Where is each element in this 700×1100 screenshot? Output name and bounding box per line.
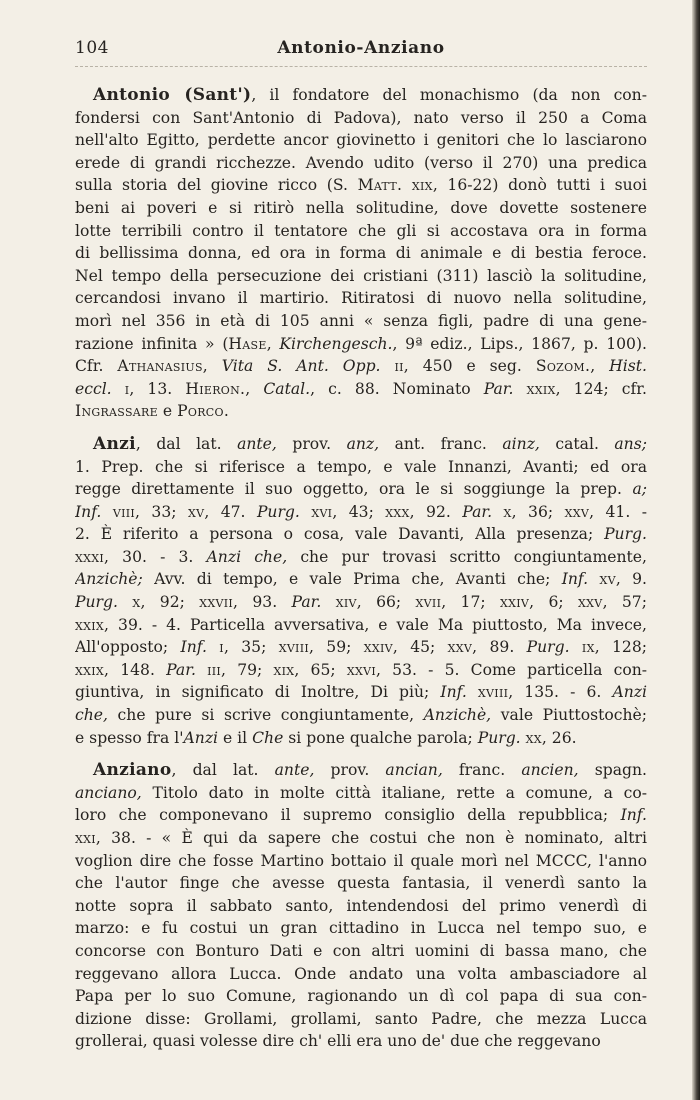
text-segment: nell'alto Egitto, perdette ancor giovinetto i genitori che lo lasciarono <box>75 131 647 150</box>
text-segment: Papa per lo suo Comune, ragionando un dì col papa di sua con- <box>75 987 647 1006</box>
italic-text: Inf. <box>620 806 647 825</box>
running-head: Antonio-Anziano <box>277 38 445 58</box>
italic-text: Inf. <box>561 570 589 589</box>
text-segment: Cfr. <box>75 357 118 376</box>
italic-text: eccl. <box>75 379 112 398</box>
text-segment: , 9. <box>615 570 647 589</box>
page-number: 104 <box>75 38 109 58</box>
entry-headword: Anziano <box>93 760 172 781</box>
text-line <box>75 378 647 401</box>
text-segment: , 47. <box>204 502 257 521</box>
text-segment: beni ai poveri e si ritirò nella solitudine, dove dovette sostenere <box>75 198 647 217</box>
text-segment: e il <box>218 728 253 747</box>
text-segment: , 33; <box>135 502 188 521</box>
text-segment: , 6; <box>529 593 579 612</box>
text-segment: , 92; <box>140 593 200 612</box>
small-caps-text: Hase <box>228 334 267 353</box>
text-line <box>75 963 647 986</box>
text-segment: che l'autor finge che avesse questa fantasia, il venerdì santo la <box>75 874 647 893</box>
small-caps-text: xiv <box>335 593 357 612</box>
header-rule <box>75 66 647 67</box>
italic-text: Anzichè, <box>423 706 492 725</box>
text-segment: voglion dire che fosse Martino bottaio il quale morì nel MCCC, l'anno <box>75 851 647 870</box>
small-caps-text: xxxi <box>75 547 105 566</box>
italic-text: Purg. <box>256 502 300 521</box>
text-segment <box>321 593 335 611</box>
text-segment: , 16-22) donò tutti i suoi <box>432 176 647 195</box>
book-spine-shadow <box>692 0 700 1100</box>
italic-text: Par. <box>483 379 514 398</box>
text-segment: , 39. - 4. Particella avversativa, e vale Ma piuttosto, Ma invece, <box>104 615 647 634</box>
text-line <box>75 895 647 918</box>
small-caps-text: xvii <box>415 593 442 612</box>
text-segment: , 57; <box>602 593 647 612</box>
small-caps-text: xxx <box>385 502 410 521</box>
text-segment <box>196 661 207 679</box>
italic-text: Catal. <box>263 379 311 398</box>
page-header <box>75 38 647 68</box>
text-segment: di bellissima donna, ed ora in forma di animale e di bestia feroce. <box>75 244 647 263</box>
text-line <box>75 400 647 423</box>
small-caps-text: xxix <box>75 615 105 634</box>
italic-text: ancian, <box>385 761 443 780</box>
text-segment: e <box>157 402 178 421</box>
text-segment: , dal lat. <box>135 434 238 453</box>
text-line <box>75 546 647 569</box>
dictionary-body <box>75 84 647 1063</box>
text-segment: fondersi con Sant'Antonio di Padova), nato verso il 250 a Coma <box>75 108 647 127</box>
text-segment: , c. 88. Nominato <box>310 379 484 398</box>
italic-text: Par. <box>291 593 322 612</box>
text-segment: concorse con Bonturo Dati e con altri uomini di bassa mano, che <box>75 941 647 960</box>
text-line <box>75 804 647 827</box>
text-line <box>75 265 647 288</box>
italic-text: ans; <box>614 434 647 453</box>
italic-text: Che <box>252 728 284 747</box>
italic-text: Vita S. Ant. Opp. <box>221 357 381 376</box>
small-caps-text: xxvi <box>346 660 376 679</box>
small-caps-text: xviii <box>278 638 309 657</box>
text-line <box>75 782 647 805</box>
italic-text: ante, <box>274 761 315 780</box>
text-segment <box>118 593 132 611</box>
small-caps-text: xxix <box>75 660 105 679</box>
text-segment: spagn. <box>578 761 647 780</box>
small-caps-text: xxv <box>564 502 590 521</box>
italic-text: ante, <box>237 434 277 453</box>
small-caps-text: viii <box>112 502 136 521</box>
text-line <box>75 523 647 546</box>
small-caps-text: xxiv <box>500 593 530 612</box>
text-segment: , 66; <box>356 593 416 612</box>
small-caps-text: Sozom. <box>535 357 591 376</box>
text-segment: , 65; <box>294 660 347 679</box>
small-caps-text: i <box>219 638 224 657</box>
text-segment <box>101 503 112 521</box>
text-segment: 2. È riferito a persona o cosa, vale Davanti, Alla presenza; <box>75 525 605 544</box>
text-segment: , 450 e seg. <box>403 357 536 376</box>
italic-text: Inf. <box>75 502 102 521</box>
italic-text: anciano, <box>75 783 142 802</box>
italic-text: Par. <box>462 502 493 521</box>
text-segment: Avv. di tempo, e vale Prima che, Avanti che; <box>142 570 562 589</box>
italic-text: ainz, <box>502 434 540 453</box>
text-line <box>75 659 647 682</box>
italic-text: Purg. <box>477 728 521 747</box>
text-segment: notte sopra il sabbato santo, intendendosi del primo venerdì di <box>75 896 647 915</box>
text-line <box>75 333 647 356</box>
text-segment: che pure si scrive congiuntamente, <box>107 706 424 725</box>
small-caps-text: Hieron. <box>185 379 246 398</box>
italic-text: anz, <box>346 434 380 453</box>
small-caps-text: xxv <box>578 593 603 612</box>
text-segment: , 124; cfr. <box>555 379 647 398</box>
small-caps-text: ix <box>581 638 595 657</box>
text-line <box>75 827 647 850</box>
text-segment: , 17; <box>441 593 501 612</box>
italic-text: Purg. <box>526 638 570 657</box>
small-caps-text: Ingrassare <box>75 402 158 421</box>
text-line <box>75 501 647 524</box>
italic-text: ancien, <box>521 761 579 780</box>
italic-text: Anzi <box>183 728 219 747</box>
text-segment: . <box>223 402 229 421</box>
text-line <box>75 614 647 637</box>
italic-text: Anzi <box>612 683 647 702</box>
italic-text: che, <box>75 706 108 725</box>
text-line <box>75 287 647 310</box>
text-segment: ant. franc. <box>379 434 503 453</box>
italic-text: Inf. <box>180 638 207 657</box>
text-segment: All'opposto; <box>75 638 181 657</box>
text-segment: franc. <box>442 761 522 780</box>
small-caps-text: Matt. <box>357 176 403 195</box>
text-line <box>75 759 647 782</box>
text-segment: giuntiva, in significato di Inoltre, Di più; <box>75 683 441 702</box>
text-segment: , 41. - <box>589 502 647 521</box>
text-line <box>75 310 647 333</box>
text-line <box>75 242 647 265</box>
text-line <box>75 704 647 727</box>
text-segment: regge direttamente il suo oggetto, ora le si soggiunge la prep. <box>75 480 633 499</box>
text-segment: , 43; <box>332 502 386 521</box>
text-segment: , 148. <box>104 660 167 679</box>
text-line <box>75 727 647 750</box>
text-line <box>75 985 647 1008</box>
text-segment: marzo: e fu costui un gran cittadino in Lucca nel tempo suo, e <box>75 919 647 938</box>
text-line <box>75 568 647 591</box>
text-segment: reggevano allora Lucca. Onde andato una volta ambasciadore al <box>75 964 647 983</box>
text-segment: , 35; <box>223 638 279 657</box>
text-segment: , <box>245 379 264 398</box>
small-caps-text: xxiv <box>363 638 393 657</box>
small-caps-text: xxix <box>526 379 556 398</box>
text-line <box>75 107 647 130</box>
small-caps-text: ii <box>394 357 404 376</box>
italic-text: Purg. <box>75 593 118 612</box>
text-line <box>75 129 647 152</box>
text-segment <box>492 503 503 521</box>
text-line <box>75 940 647 963</box>
small-caps-text: xxi <box>75 829 96 847</box>
text-segment: lotte terribili contro il tentatore che gli si accostava ora in forma <box>75 221 647 240</box>
dictionary-entry <box>75 84 647 423</box>
small-caps-text: xxvii <box>199 593 234 612</box>
text-segment: Nel tempo della persecuzione dei cristiani (311) lasciò la solitudine, <box>75 266 647 285</box>
text-line <box>75 220 647 243</box>
text-line <box>75 355 647 378</box>
small-caps-text: xix <box>411 176 433 195</box>
small-caps-text: iii <box>207 660 222 679</box>
text-line <box>75 478 647 501</box>
text-segment <box>514 380 527 398</box>
text-segment: catal. <box>539 434 615 453</box>
text-line <box>75 1030 647 1053</box>
text-segment: , 13. <box>129 379 186 398</box>
text-line <box>75 456 647 479</box>
text-segment <box>381 357 395 375</box>
text-segment <box>207 638 219 656</box>
text-segment: , 92. <box>409 502 463 521</box>
italic-text: a; <box>632 480 647 499</box>
dictionary-entry <box>75 759 647 1053</box>
italic-text: Anzi che, <box>206 547 288 566</box>
text-segment: erede di grandi ricchezze. Avendo udito (verso il 270) una predica <box>75 153 647 172</box>
text-segment: , 93. <box>233 593 292 612</box>
text-segment: prov. <box>276 434 347 453</box>
text-segment: , 79; <box>221 660 274 679</box>
text-segment: , 26. <box>541 728 577 747</box>
text-segment: , dal lat. <box>171 761 275 780</box>
entry-headword: Antonio (Sant') <box>93 85 252 105</box>
text-segment: cercandosi invano il martirio. Ritiratosi di nuovo nella solitudine, <box>75 289 647 308</box>
small-caps-text: xv <box>187 502 205 521</box>
text-segment: si pone qualche parola; <box>283 728 478 747</box>
italic-text: Hist. <box>609 357 647 376</box>
text-line <box>75 174 647 197</box>
italic-text: Anzichè; <box>75 570 143 589</box>
text-segment: sulla storia del giovine ricco (S. <box>75 176 358 195</box>
text-segment: , 53. - 5. Come particella con- <box>376 660 647 679</box>
text-segment: che pur trovasi scritto congiuntamente, <box>287 547 647 566</box>
text-line <box>75 917 647 940</box>
dictionary-entry <box>75 433 647 749</box>
text-segment <box>570 638 582 656</box>
text-segment: loro che componevano il supremo consiglio della repubblica; <box>75 806 621 825</box>
text-segment: dizione disse: Grollami, grollami, santo Padre, che mezza Lucca <box>75 1009 647 1028</box>
text-segment: , 59; <box>309 638 364 657</box>
text-line <box>75 1008 647 1031</box>
small-caps-text: xxv <box>447 638 473 657</box>
text-line <box>75 197 647 220</box>
text-line <box>75 84 647 107</box>
text-segment <box>300 503 311 521</box>
small-caps-text: x <box>503 502 512 521</box>
text-segment: morì nel 356 in età di 105 anni « senza figli, padre di una gene- <box>75 311 647 330</box>
text-segment: , 30. - 3. <box>104 547 207 566</box>
text-segment: prov. <box>314 761 386 780</box>
italic-text: Par. <box>166 660 196 679</box>
small-caps-text: xvi <box>311 502 333 521</box>
text-segment: , 38. - « È qui da sapere che costui che non è nominato, altri <box>95 829 647 847</box>
text-segment: , 89. <box>472 638 527 657</box>
text-segment: razione infinita » ( <box>75 334 229 353</box>
italic-text: Purg. <box>604 525 647 544</box>
text-line <box>75 872 647 895</box>
text-line <box>75 152 647 175</box>
text-segment: , 45; <box>392 638 448 657</box>
text-segment: , <box>590 357 610 376</box>
text-segment: , 36; <box>511 502 565 521</box>
small-caps-text: xx <box>525 728 542 747</box>
text-segment: , <box>202 357 222 376</box>
text-segment: e spesso fra l' <box>75 728 184 747</box>
small-caps-text: xv <box>599 570 616 589</box>
text-line <box>75 850 647 873</box>
small-caps-text: xviii <box>477 683 509 702</box>
italic-text: Inf. <box>440 683 467 702</box>
text-line <box>75 681 647 704</box>
text-line <box>75 636 647 659</box>
text-segment: , 9ª ediz., Lips., 1867, p. 100). <box>392 334 647 353</box>
text-segment <box>588 570 599 588</box>
entry-headword: Anzi <box>93 433 136 454</box>
small-caps-text: Athanasius <box>117 357 203 376</box>
small-caps-text: Porco <box>177 402 224 421</box>
text-segment: , 128; <box>594 638 647 657</box>
text-segment: , il fondatore del monachismo (da non con- <box>251 86 647 104</box>
text-segment: grollerai, quasi volesse dire ch' elli era uno de' due che reggevano <box>75 1032 601 1051</box>
text-segment: 1. Prep. che si riferisce a tempo, e vale Innanzi, Avanti; ed ora <box>75 457 647 476</box>
text-segment: vale Piuttostochè; <box>491 706 647 725</box>
small-caps-text: i <box>124 379 130 398</box>
small-caps-text: xix <box>273 660 295 679</box>
text-segment: Titolo dato in molte città italiane, rette a comune, a co- <box>141 783 647 802</box>
text-segment: , <box>266 334 280 353</box>
text-segment <box>112 380 125 398</box>
text-segment <box>467 683 478 701</box>
text-line <box>75 591 647 614</box>
text-segment: , 135. - 6. <box>508 683 613 702</box>
text-line <box>75 433 647 456</box>
text-segment <box>402 176 412 194</box>
small-caps-text: x <box>132 593 141 612</box>
italic-text: Kirchengesch. <box>279 334 393 353</box>
